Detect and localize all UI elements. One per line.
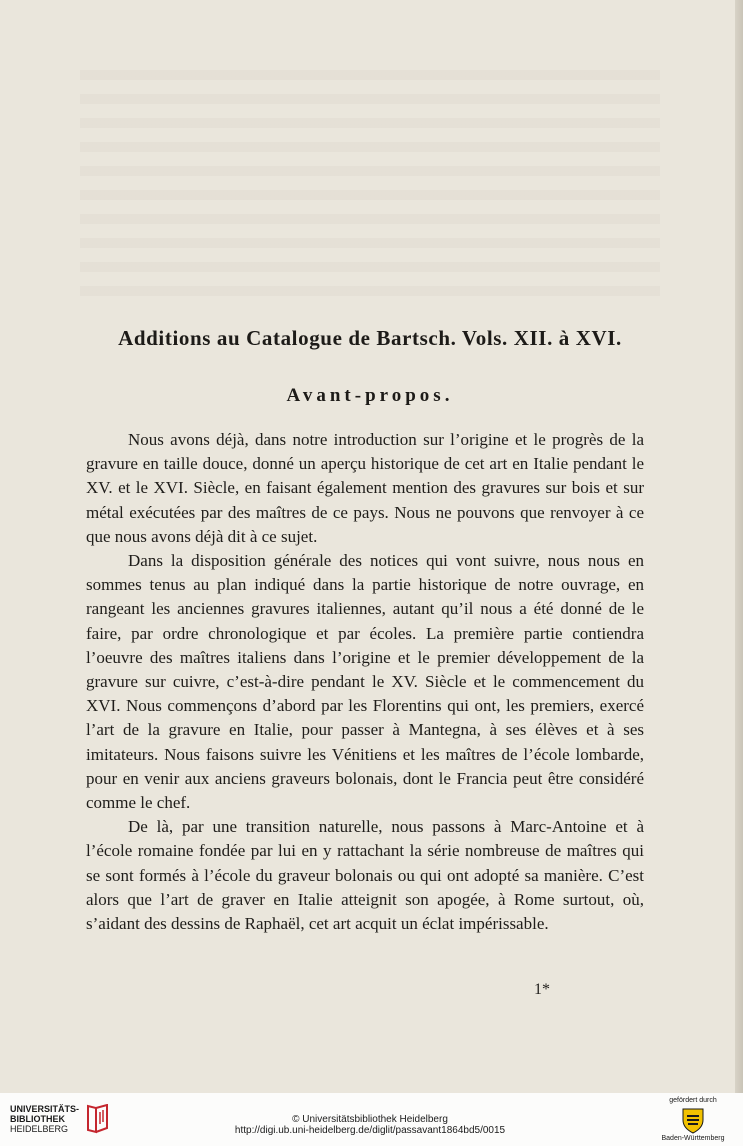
funder-name: Baden-Württemberg	[661, 1135, 725, 1142]
body-text	[86, 428, 644, 936]
copyright-notice: © Universitätsbibliothek Heidelberg	[292, 1114, 448, 1125]
library-logo-icon	[85, 1104, 111, 1134]
section-title: Avant-propos.	[286, 385, 454, 406]
funder-badge[interactable]	[648, 1096, 738, 1143]
permalink-url[interactable]: http://digi.ub.uni-heidelberg.de/diglit/passavant1864bd5/0015	[234, 1125, 506, 1136]
library-brand[interactable]	[10, 1104, 111, 1134]
footer-citation	[180, 1114, 560, 1136]
page-heading: Additions au Catalogue de Bartsch. Vols. XII. à XVI.	[118, 326, 622, 350]
paragraph: Nous avons déjà, dans notre introduction sur l’origine et le progrès de la gravure en taille douce, donné un aperçu historique de cet art en Italie pendant le XV. et le XVI. Siècle, en faisant également mention des gravures sur bois et sur métal exécutées par des maîtres de ce pays. Nous ne pouvons que renvoyer à ce que nous avons déjà dit à ce sujet.	[86, 430, 644, 546]
paragraph: Dans la disposition générale des notices qui vont suivre, nous nous en sommes tenus au plan indiqué dans la partie historique de notre ouvrage, en rangeant les anciennes gravures italiennes, autant qu’il nous a été donné de le faire, par ordre chronologique et par écoles. La première partie contiendra l’oeuvre des maîtres italiens dans l’origine et le premier développement de la gravure sur cuivre, c’est-à-dire pendant le XV. Siècle et le commencement du XVI. Nous commençons d’abord par les Florentins qui ont, les premiers, exercé l’art de la gravure en Italie, pour passer à Mantegna, à ses élèves et à ses imitateurs. Nous faisons suivre les Vénitiens et les maîtres de l’école lombarde, pour en venir aux anciens graveurs bolonais, dont le Francia peut être considéré comme le chef.	[86, 551, 644, 813]
funded-by-label: gefördert durch	[669, 1097, 717, 1104]
coat-of-arms-icon	[679, 1106, 707, 1134]
signature-mark: 1*	[534, 981, 550, 998]
page-edge	[735, 0, 743, 1093]
show-through-texture	[80, 70, 660, 310]
library-name: UNIVERSITÄTS- BIBLIOTHEK HEIDELBERG	[10, 1104, 80, 1134]
paragraph: De là, par une transition naturelle, nous passons à Marc-Antoine et à l’école romaine fondée par lui en y rattachant la série nombreuse de maîtres qui se sont formés à l’école du graveur bolonais ou qui ont adopté sa manière. C’est alors que l’art de graver en Italie atteignit son apogée, à Rome surtout, où, s’aidant des dessins de Raphaël, cet art acquit un éclat impérissable.	[86, 817, 644, 934]
